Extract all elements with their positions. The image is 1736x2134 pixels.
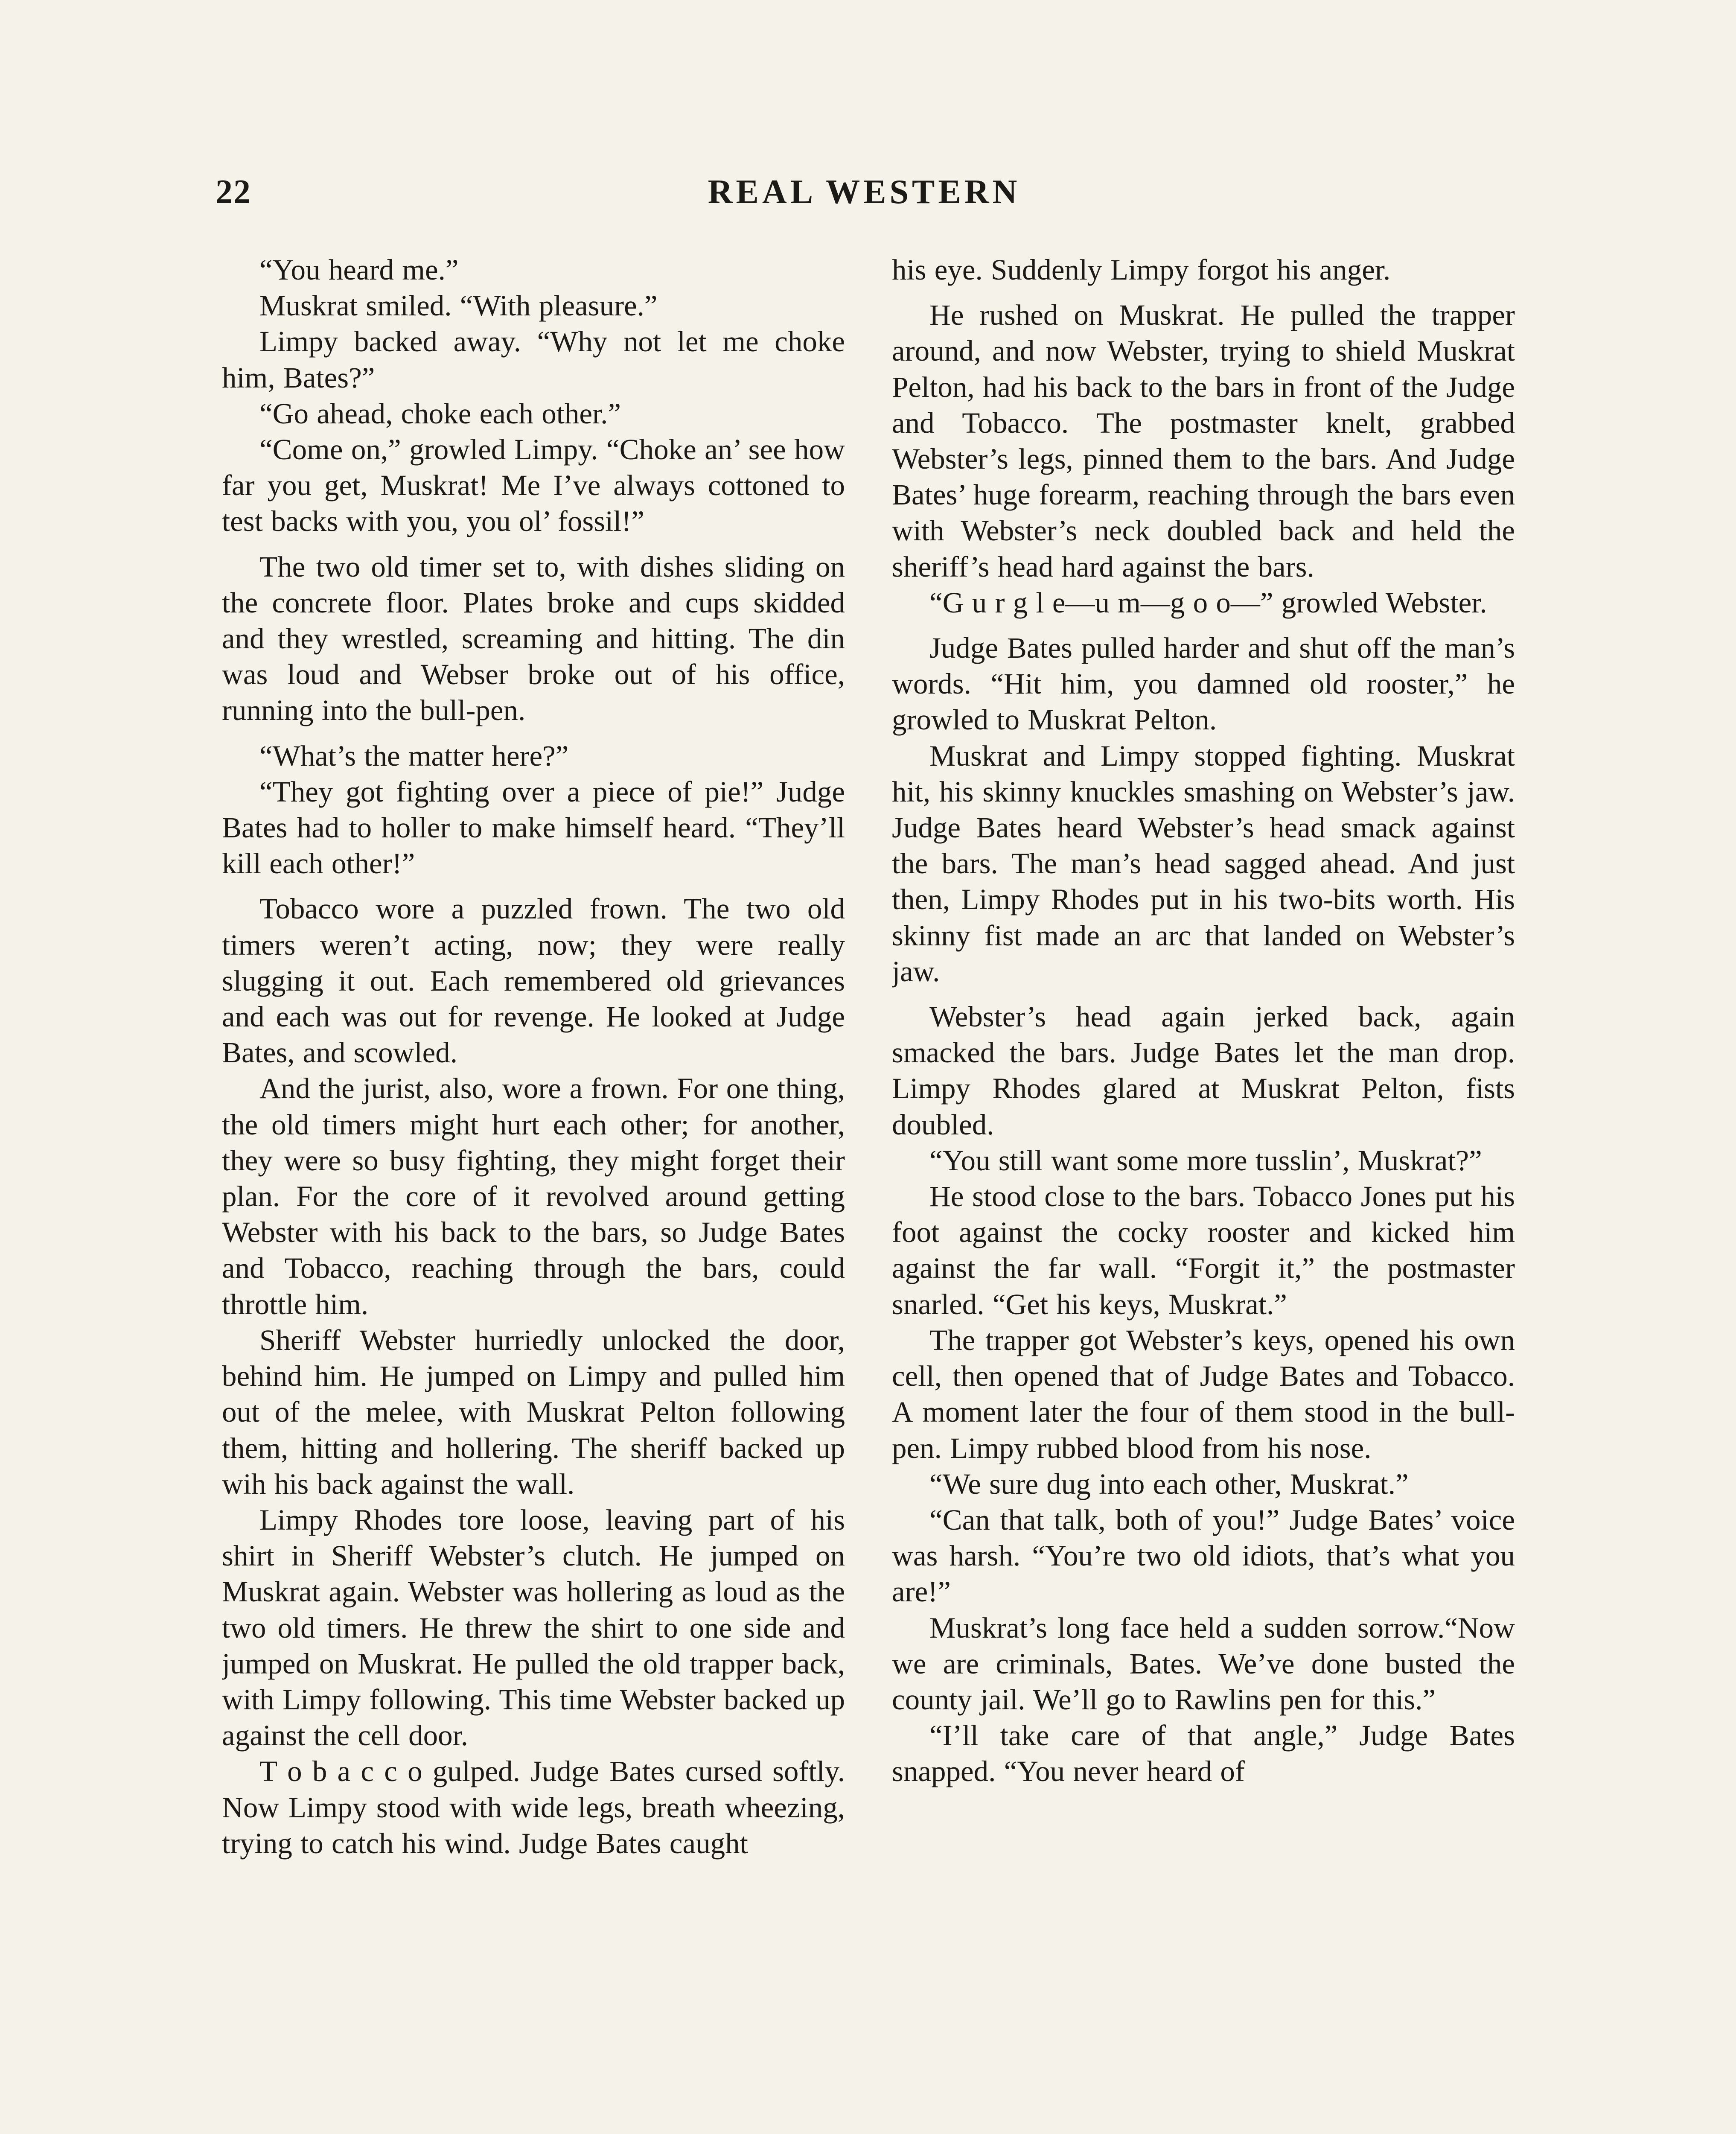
- paragraph: “Go ahead, choke each other.”: [259, 397, 621, 430]
- paragraph: He stood close to the bars. Tobacco Jones put his foot against the cocky rooster and kicked him against the far wall. “Forgit it,” the postmaster snarled. “Get his keys, Muskrat.”: [892, 1180, 1515, 1321]
- left-column: [222, 252, 845, 2134]
- paragraph: “G u r g l e—u m—g o o—” growled Webster.: [929, 586, 1487, 619]
- paragraph: “Come on,” growled Limpy. “Choke an’ see how far you get, Muskrat! Me I’ve always cottoned to test backs with you, you ol’ fossil!”: [222, 433, 845, 538]
- text-columns: [222, 252, 1515, 2134]
- paragraph: “They got fighting over a piece of pie!” Judge Bates had to holler to make himself heard. “They’ll kill each other!”: [222, 775, 845, 880]
- paragraph: “Can that talk, both of you!” Judge Bates’ voice was harsh. “You’re two old idiots, that’s what you are!”: [892, 1503, 1515, 1608]
- paragraph: “What’s the matter here?”: [259, 739, 569, 772]
- paragraph: Webster’s head again jerked back, again smacked the bars. Judge Bates let the man drop. Limpy Rhodes glared at Muskrat Pelton, fists doubled.: [892, 1000, 1515, 1141]
- paragraph: Limpy backed away. “Why not let me choke him, Bates?”: [222, 325, 845, 394]
- paragraph: The trapper got Webster’s keys, opened his own cell, then opened that of Judge Bates and Tobacco. A moment later the four of them stood in the bull-pen. Limpy rubbed blood from his nose.: [892, 1324, 1515, 1464]
- paragraph: The two old timer set to, with dishes sliding on the concrete floor. Plates broke and cups skidded and they wrestled, screaming and hitting. The din was loud and Webser broke out of his office, running into the bull-pen.: [222, 550, 845, 727]
- paragraph: “You still want some more tusslin’, Muskrat?”: [929, 1144, 1482, 1177]
- paragraph: “We sure dug into each other, Muskrat.”: [929, 1467, 1409, 1500]
- running-title: REAL WESTERN: [708, 173, 1021, 211]
- paragraph: Muskrat smiled. “With pleasure.”: [259, 289, 658, 322]
- paragraph: T o b a c c o gulped. Judge Bates cursed softly. Now Limpy stood with wide legs, breath wheezing, trying to catch his wind. Judge Bates caught: [222, 1755, 845, 1860]
- paragraph: “You heard me.”: [259, 254, 459, 286]
- paragraph: And the jurist, also, wore a frown. For one thing, the old timers might hurt each other; for another, they were so busy fighting, they might forget their plan. For the core of it revolved around getting Webster with his back to the bars, so Judge Bates and Tobacco, reaching through the bars, could throttle him.: [222, 1072, 845, 1321]
- paragraph: He rushed on Muskrat. He pulled the trapper around, and now Webster, trying to shield Muskrat Pelton, had his back to the bars in front of the Judge and Tobacco. The postmaster knelt, grabbed Webster’s legs, pinned them to the bars. And Judge Bates’ huge forearm, reaching through the bars even with Webster’s neck doubled back and held the sheriff’s head hard against the bars.: [892, 299, 1515, 583]
- paragraph: Muskrat’s long face held a sudden sorrow.“Now we are criminals, Bates. We’ve done busted the county jail. We’ll go to Rawlins pen for this.”: [892, 1611, 1515, 1716]
- paragraph: Muskrat and Limpy stopped fighting. Muskrat hit, his skinny knuckles smashing on Webster’s jaw. Judge Bates heard Webster’s head smack against the bars. The man’s head sagged ahead. And just then, Limpy Rhodes put in his two-bits worth. His skinny fist made an arc that landed on Webster’s jaw.: [892, 739, 1515, 988]
- paragraph: “I’ll take care of that angle,” Judge Bates snapped. “You never heard of: [892, 1719, 1515, 1788]
- paragraph: Tobacco wore a puzzled frown. The two old timers weren’t acting, now; they were really slugging it out. Each remembered old grievances and each was out for revenge. He looked at Judge Bates, and scowled.: [222, 892, 845, 1069]
- paragraph: Sheriff Webster hurriedly unlocked the door, behind him. He jumped on Limpy and pulled him out of the melee, with Muskrat Pelton following them, hitting and hollering. The sheriff backed up wih his back against the wall.: [222, 1324, 845, 1500]
- page-number: 22: [216, 173, 251, 211]
- paragraph: his eye. Suddenly Limpy forgot his anger.: [892, 254, 1391, 286]
- paragraph: Limpy Rhodes tore loose, leaving part of his shirt in Sheriff Webster’s clutch. He jumped on Muskrat again. Webster was hollering as loud as the two old timers. He threw the shirt to one side and jumped on Muskrat. He pulled the old trapper back, with Limpy following. This time Webster backed up against the cell door.: [222, 1503, 845, 1752]
- paragraph: Judge Bates pulled harder and shut off the man’s words. “Hit him, you damned old rooster,” he growled to Muskrat Pelton.: [892, 632, 1515, 736]
- page-header: [216, 173, 1513, 220]
- right-column: [892, 252, 1515, 2134]
